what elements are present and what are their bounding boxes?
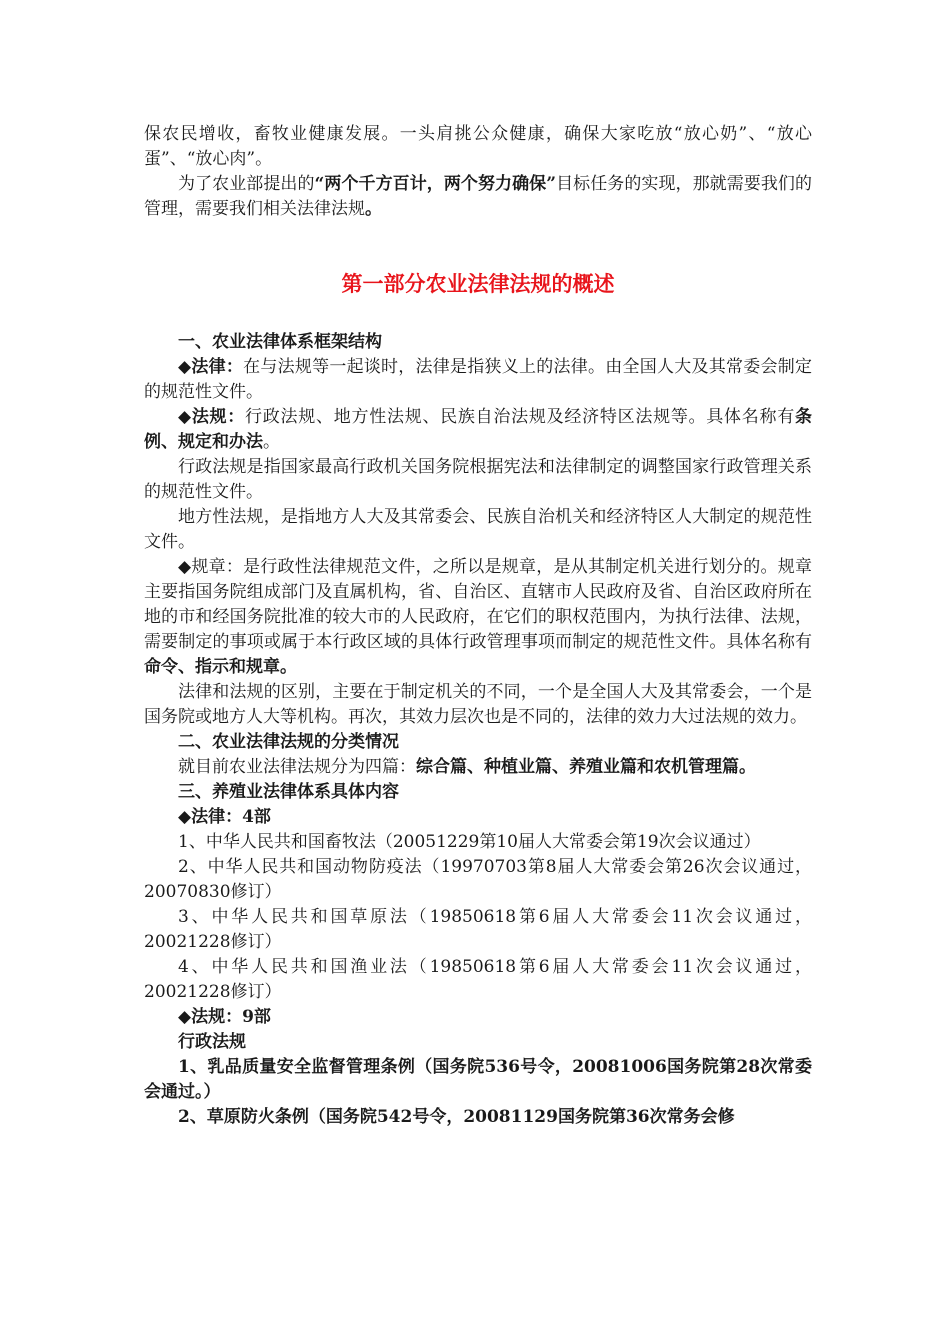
law-item: 2、中华人民共和国动物防疫法（19970703第8届人大常委会第26次会议通过，20070830修订） (144, 857, 812, 902)
law-label: ◆法律： (178, 357, 244, 377)
rules-paragraph (144, 555, 812, 680)
section1-heading: 一、农业法律体系框架结构 (178, 332, 382, 352)
regulation-bold: 条例、规定和办法 (144, 407, 813, 452)
classification-bold: 综合篇、种植业篇、养殖业篇和农机管理篇。 (416, 757, 756, 777)
regulation-end: 。 (263, 432, 280, 452)
admin-regulation-paragraph: 行政法规是指国家最高行政机关国务院根据宪法和法律制定的调整国家行政管理关系的规范性文件。 (144, 457, 812, 502)
intro-p2-mid: 目标任务的实现，那就需要我们的管理，需要我们相关法律法规 (144, 174, 813, 219)
regulation-definition (144, 405, 812, 455)
intro-p2-pre: 为了农业部提出的 (178, 174, 315, 194)
page-title: 第一部分农业法律法规的概述 (341, 271, 615, 296)
admin-regulation-label: 行政法规 (178, 1032, 246, 1052)
law-item: 3、中华人民共和国草原法（19850618第6届人大常委会11次会议通过，20021228修订） (144, 907, 812, 952)
law-definition (144, 355, 812, 405)
intro-paragraph-1: 保农民增收，畜牧业健康发展。一头肩挑公众健康，确保大家吃放“放心奶”、“放心蛋”、“放心肉”。 (144, 124, 812, 169)
intro-p2-bold: “两个千方百计，两个努力确保” (314, 174, 557, 194)
regulation-text: 行政法规、地方性法规、民族自治法规及经济特区法规等。具体名称有 (245, 407, 796, 427)
rules-text: ◆规章：是行政性法律规范文件，之所以是规章，是从其制定机关进行划分的。规章主要指国务院组成部门及直属机构，省、自治区、直辖市人民政府及省、自治区政府所在地的市和经国务院批准的较大市的人民政府，在它们的职权范围内，为执行法律、法规，需要制定的事项或属于本行政区域的具体行政管理事项而制定的规范性文件。具体名称有 (144, 557, 812, 652)
regulation-count: ◆法规：9部 (178, 1007, 271, 1027)
local-regulation-paragraph: 地方性法规，是指地方人大及其常委会、民族自治机关和经济特区人大制定的规范性文件。 (144, 507, 812, 552)
regulation-item: 1、乳品质量安全监督管理条例（国务院536号令，20081006国务院第28次常委会通过。） (144, 1057, 812, 1102)
law-item: 4、中华人民共和国渔业法（19850618第6届人大常委会11次会议通过，20021228修订） (144, 957, 812, 1002)
section3-heading: 三、养殖业法律体系具体内容 (178, 782, 399, 802)
law-text: 在与法规等一起谈时，法律是指狭义上的法律。由全国人大及其常委会制定的规范性文件。 (144, 357, 813, 402)
difference-paragraph: 法律和法规的区别，主要在于制定机关的不同，一个是全国人大及其常委会，一个是国务院或地方人大等机构。再次，其效力层次也是不同的，法律的效力大过法规的效力。 (144, 682, 812, 727)
document-page (144, 122, 812, 1130)
classification-paragraph (144, 755, 812, 780)
section2-heading: 二、农业法律法规的分类情况 (178, 732, 399, 752)
law-item: 1、中华人民共和国畜牧法（20051229第10届人大常委会第19次会议通过） (178, 832, 761, 852)
rules-bold: 命令、指示和规章。 (144, 657, 297, 677)
regulation-label: ◆法规： (178, 407, 246, 427)
regulation-item: 2、草原防火条例（国务院542号令，20081129国务院第36次常务会修 (178, 1107, 735, 1127)
law-count: ◆法律：4部 (178, 807, 271, 827)
intro-p2-end: 。 (365, 199, 382, 219)
intro-paragraph-2 (144, 172, 812, 222)
classification-pre: 就目前农业法律法规分为四篇： (178, 757, 416, 777)
